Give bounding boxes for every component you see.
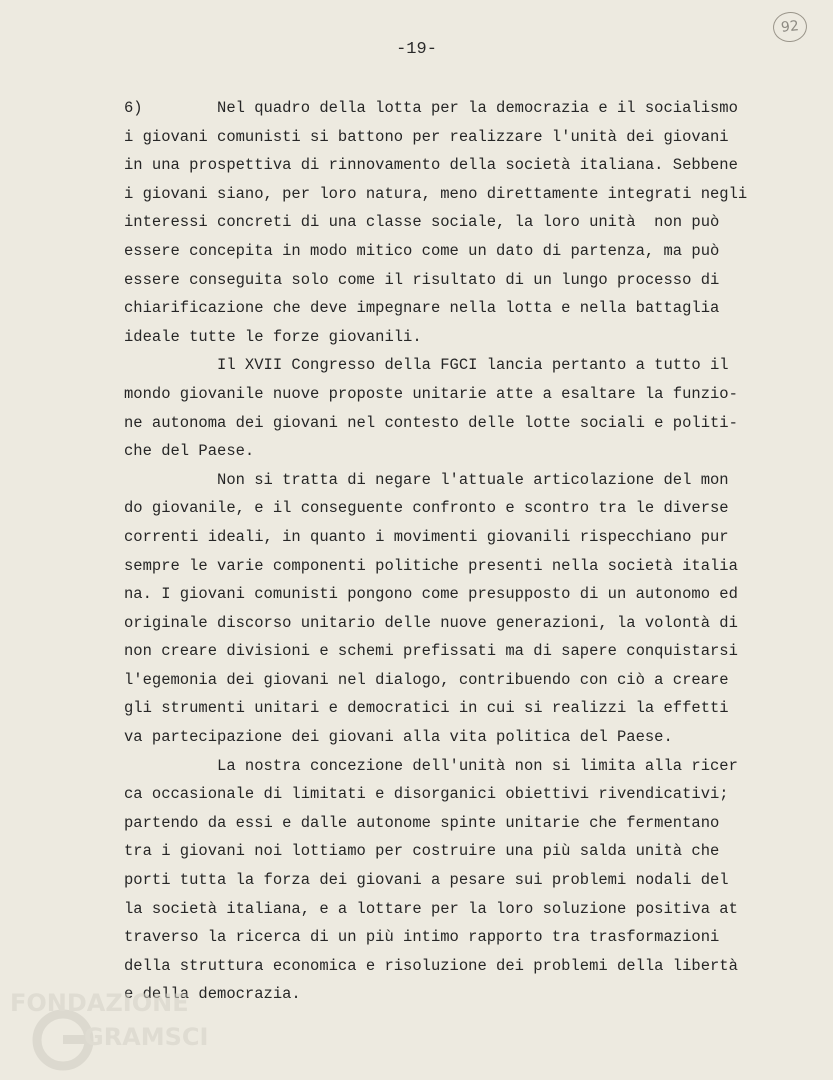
text-line: l'egemonia dei giovani nel dialogo, contribuendo con ciò a creare [124,670,729,689]
text-line: non creare divisioni e schemi prefissati ma di sapere conquistarsi [124,642,738,661]
text-line: originale discorso unitario delle nuove generazioni, la volontà di [124,613,738,632]
text-line: essere conseguita solo come il risultato di un lungo processo di [124,270,720,289]
text-line: na. I giovani comunisti pongono come presupposto di un autonomo ed [124,585,738,604]
text-line: chiarificazione che deve impegnare nella lotta e nella battaglia [124,299,720,318]
text-line: va partecipazione dei giovani alla vita politica del Paese. [124,728,673,747]
paragraph-xvii-congresso [124,351,789,465]
text-line: Il XVII Congresso della FGCI lancia pertanto a tutto il [124,356,729,375]
text-line: tra i giovani noi lottiamo per costruire una più salda unità che [124,842,720,861]
watermark-text-gramsci: GRAMSCI [84,1023,209,1051]
text-line: gli strumenti unitari e democratici in cui si realizzi la effetti [124,699,729,718]
text-line: porti tutta la forza dei giovani a pesare sui problemi nodali del [124,871,729,890]
fondazione-gramsci-watermark [8,985,218,1075]
paragraph-concezione-unita [124,752,789,1009]
watermark-text-fondazione: FONDAZIONE [10,989,189,1017]
text-line: della struttura economica e risoluzione dei problemi della libertà [124,956,738,975]
text-line: traverso la ricerca di un più intimo rapporto tra trasformazioni [124,928,720,947]
text-line: interessi concreti di una classe sociale, la loro unità non può [124,213,720,232]
text-line: ne autonoma dei giovani nel contesto delle lotte sociali e politi- [124,413,738,432]
text-line: e della democrazia. [124,985,301,1004]
text-line: ca occasionale di limitati e disorganici obiettivi rivendicativi; [124,785,729,804]
text-line: do giovanile, e il conseguente confronto e scontro tra le diverse [124,499,729,518]
text-line: partendo da essi e dalle autonome spinte unitarie che fermentano [124,813,720,832]
text-line: la società italiana, e a lottare per la loro soluzione positiva at [124,899,738,918]
archive-page-stamp: 92 [772,10,809,43]
text-line: La nostra concezione dell'unità non si limita alla ricer [124,756,738,775]
text-line: i giovani siano, per loro natura, meno direttamente integrati negli [124,184,748,203]
text-line: ideale tutte le forze giovanili. [124,327,422,346]
page-number: -19- [396,40,437,59]
text-line: che del Paese. [124,442,255,461]
text-line: mondo giovanile nuove proposte unitarie atte a esaltare la funzio- [124,384,738,403]
document-body [124,94,789,1009]
paragraph-6-intro [124,94,789,351]
text-line: Non si tratta di negare l'attuale articolazione del mon [124,470,729,489]
text-line: essere concepita in modo mitico come un dato di partenza, ma può [124,241,720,260]
paragraph-non-si-tratta [124,466,789,752]
text-line: i giovani comunisti si battono per realizzare l'unità dei giovani [124,127,729,146]
text-line: 6) Nel quadro della lotta per la democrazia e il socialismo [124,99,738,117]
text-line: sempre le varie componenti politiche presenti nella società italia [124,556,738,575]
text-line: in una prospettiva di rinnovamento della società italiana. Sebbene [124,156,738,175]
text-line: correnti ideali, in quanto i movimenti giovanili rispecchiano pur [124,527,729,546]
